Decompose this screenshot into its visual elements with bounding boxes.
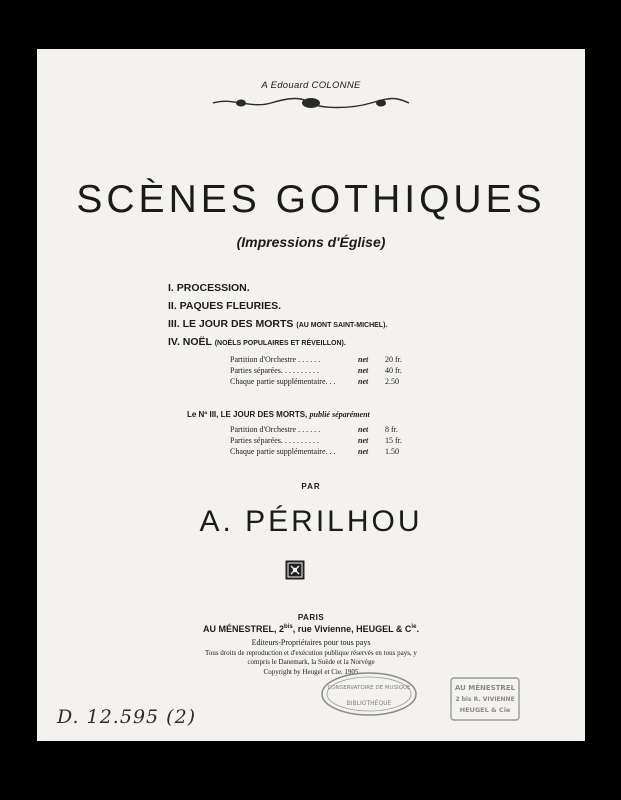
- price-net: net: [358, 366, 369, 375]
- price-net: net: [358, 355, 369, 364]
- price-value: 40 fr.: [385, 366, 402, 375]
- imprint-rights: compris le Danemark, la Suède et la Norvège: [247, 658, 375, 666]
- price-value: 8 fr.: [385, 425, 398, 434]
- imprint-rights: Tous droits de reproduction et d'exécution publique réservés en tous pays, y: [205, 649, 417, 657]
- price-net: net: [358, 436, 369, 445]
- publisher-part: .: [416, 624, 419, 634]
- separate-edition-note: [187, 410, 370, 419]
- shelfmark: D. 12.595 (2): [57, 706, 197, 728]
- publisher-part: , rue Vivienne, HEUGEL & C: [292, 624, 412, 634]
- price-label: Chaque partie supplémentaire. . .: [230, 377, 336, 386]
- publisher-stamp: [450, 677, 520, 721]
- imprint-copyright: Copyright by Heugel et Cie. 1905: [263, 668, 359, 676]
- price-value: 15 fr.: [385, 436, 402, 445]
- price-net: net: [358, 377, 369, 386]
- price-label: Parties séparées. . . . . . . . . .: [230, 366, 319, 375]
- separate-note-main: Le Nº III, LE JOUR DES MORTS,: [187, 410, 308, 419]
- movement-label: II. PAQUES FLEURIES.: [168, 300, 281, 312]
- movement-3: [168, 318, 387, 332]
- movement-label: III. LE JOUR DES MORTS: [168, 318, 294, 330]
- composer-name: A. PÉRILHOU: [199, 505, 423, 538]
- price-label: Partition d'Orchestre . . . . . .: [230, 425, 321, 434]
- movement-2: [168, 300, 281, 312]
- publisher-emblem-icon: [285, 560, 305, 580]
- movement-4: [168, 336, 346, 350]
- price-label: Parties séparées. . . . . . . . . .: [230, 436, 319, 445]
- price-net: net: [358, 447, 369, 456]
- price-label: Chaque partie supplémentaire. . .: [230, 447, 336, 456]
- subtitle: (Impressions d'Église): [236, 234, 386, 250]
- par-label: PAR: [301, 482, 321, 491]
- dedication: A Edouard COLONNE: [261, 80, 361, 91]
- publisher-part: AU MÉNESTREL, 2: [203, 624, 285, 634]
- movement-label: IV. NOËL: [168, 336, 212, 348]
- library-stamp: [320, 671, 418, 717]
- score-title-page: [37, 49, 585, 741]
- imprint-publisher: [37, 624, 585, 634]
- publisher-sup: bis: [284, 624, 293, 630]
- price-label: Partition d'Orchestre . . . . . .: [230, 355, 321, 364]
- separate-note-suffix: publié séparément: [309, 410, 370, 419]
- page-title: SCÈNES GOTHIQUES: [76, 178, 546, 221]
- price-value: 1.50: [385, 447, 399, 456]
- movement-note: (AU MONT SAINT-MICHEL).: [296, 322, 388, 329]
- library-stamp-top: CONSERVATOIRE DE MUSIQUE: [327, 685, 411, 691]
- publisher-stamp-line: AU MÉNESTREL: [454, 684, 516, 692]
- publisher-sup: ie: [411, 624, 417, 630]
- movement-label: I. PROCESSION.: [168, 282, 250, 294]
- movement-note: (NOËLS POPULAIRES ET RÉVEILLON).: [214, 340, 346, 347]
- ornament-flourish-icon: [211, 96, 411, 110]
- price-value: 2.50: [385, 377, 399, 386]
- imprint-editors: Editeurs-Propriétaires pour tous pays: [251, 638, 371, 647]
- movement-1: [168, 282, 250, 294]
- publisher-stamp-line: HEUGEL & Cie: [459, 706, 511, 714]
- publisher-stamp-line: 2 bis R. VIVIENNE: [455, 696, 515, 703]
- library-stamp-bottom: BIBLIOTHÈQUE: [346, 700, 392, 707]
- price-net: net: [358, 425, 369, 434]
- price-value: 20 fr.: [385, 355, 402, 364]
- imprint-city: PARIS: [297, 613, 325, 622]
